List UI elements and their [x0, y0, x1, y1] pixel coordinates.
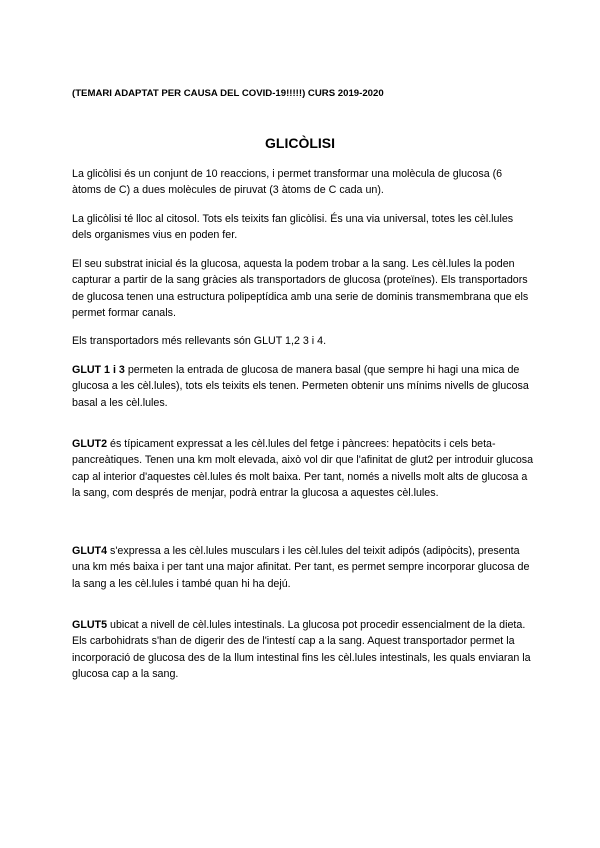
paragraph-substrate: El seu substrat inicial és la glucosa, aquesta la podem trobar a la sang. Les cèl.lules la poden capturar a partir de la sang gràcies als transportadors de glucosa (proteïnes). Els transportadors de glucosa tenen una estructura polipeptídica amb una serie de dominis transmembrana que els permet formar canals. — [72, 258, 529, 320]
text-glut1-3: permeten la entrada de glucosa de manera basal (que sempre hi hagi una mica de glucosa a les cèl.lules), tots els teixits els tenen. Permeten obtenir uns mínims nivells de glucosa basal a les cèl.lules. — [72, 364, 529, 409]
paragraph-glut2 — [72, 436, 534, 502]
page-title: GLICÒLISI — [265, 135, 335, 151]
text-glut4: s'expressa a les cèl.lules musculars i les cèl.lules del teixit adipós (adipòcits), presenta una km més baixa i per tant una major afinitat. Per tant, es permet sempre incorporar glucosa de la sang a les cèl.lules i també quan hi ha dejú. — [72, 545, 530, 590]
term-glut5: GLUT5 — [72, 619, 108, 631]
term-glut4: GLUT4 — [72, 545, 108, 557]
paragraph-intro: La glicòlisi és un conjunt de 10 reaccions, i permet transformar una molècula de glucosa (6 àtoms de C) a dues molècules de piruvat (3 àtoms de C cada un). — [72, 168, 503, 197]
paragraph-location: La glicòlisi té lloc al citosol. Tots els teixits fan glicòlisi. És una via universal, totes les cèl.lules dels organismes vius en poden fer. — [72, 213, 514, 242]
text-glut2: és típicament expressat a les cèl.lules del fetge i pàncrees: hepatòcits i cels beta-pancreàtiques. Tenen una km molt elevada, això vol dir que l'afinitat de glut2 per introduir glucosa cap al interior d'aquestes cèl.lules és molt baixa. Per tant, només a nivells molt alts de glucosa a la sang, com després de menjar, podrà entrar la glucosa a aquestes cèl.lules. — [72, 438, 534, 500]
term-glut2: GLUT2 — [72, 438, 108, 450]
paragraph-glut4 — [72, 543, 534, 592]
course-header: (TEMARI ADAPTAT PER CAUSA DEL COVID-19!!!!!) CURS 2019-2020 — [72, 88, 384, 99]
paragraph-glut5 — [72, 617, 534, 683]
term-glut1-3: GLUT 1 i 3 — [72, 364, 125, 376]
text-glut5: ubicat a nivell de cèl.lules intestinals. La glucosa pot procedir essencialment de la dieta. Els carbohidrats s'han de digerir des de l'intestí cap a la sang. Aquest transportador permet la incorporació de glucosa des de la llum intestinal fins les cèl.lules intestinals, les quals enviaran la glucosa cap a la sang. — [72, 619, 531, 681]
paragraph-transporters: Els transportadors més rellevants són GLUT 1,2 3 i 4. — [72, 335, 327, 347]
paragraph-glut1-3 — [72, 362, 534, 411]
